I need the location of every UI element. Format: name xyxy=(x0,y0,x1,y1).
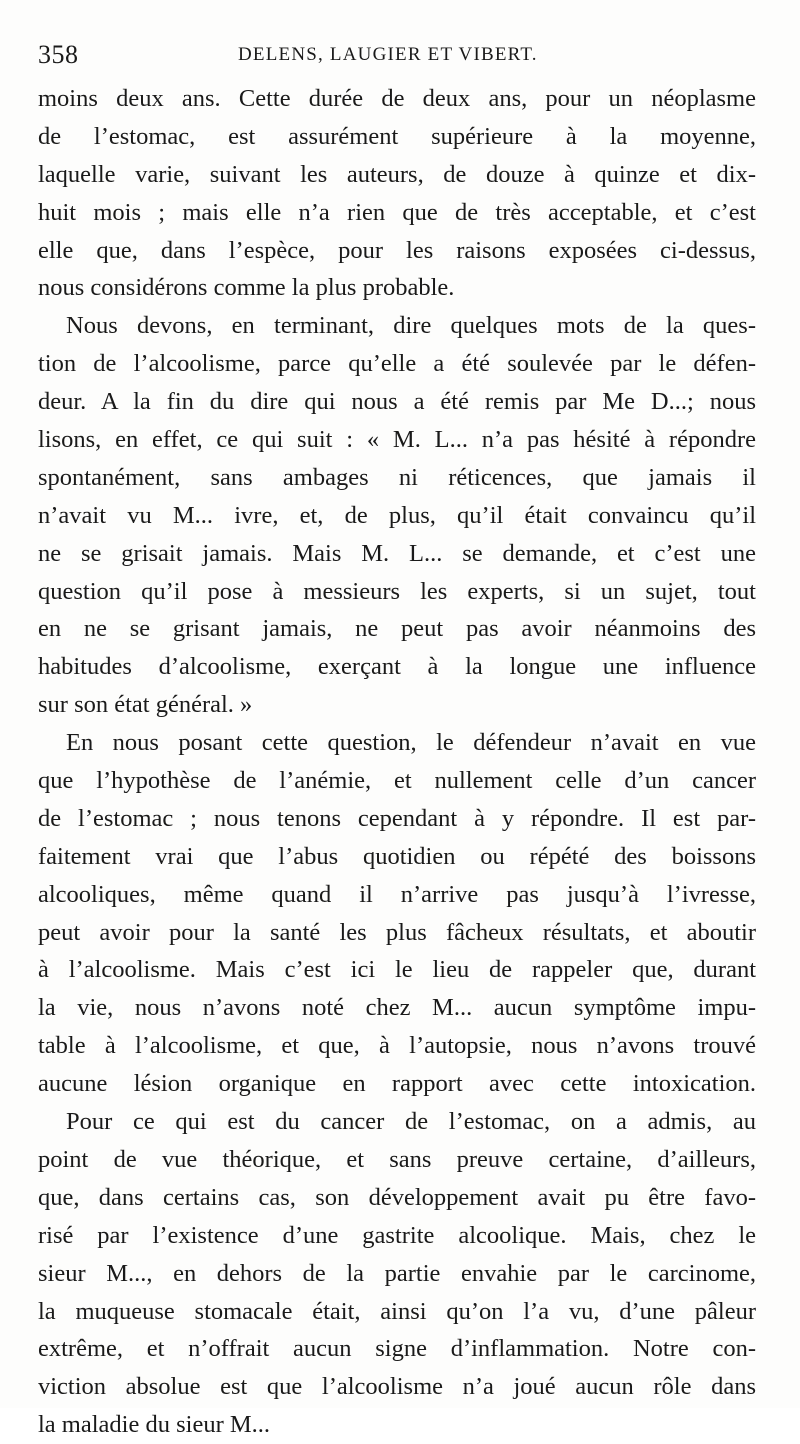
text-line: point de vue théorique, et sans preuve certaine, d’ailleurs, xyxy=(38,1145,756,1173)
text-line: extrême, et n’offrait aucun signe d’inflammation. Notre con- xyxy=(38,1335,756,1363)
text-line: laquelle varie, suivant les auteurs, de douze à quinze et dix- xyxy=(38,160,756,188)
text-line: En nous posant cette question, le défendeur n’avait en vue xyxy=(66,729,756,757)
text-line: moins deux ans. Cette durée de deux ans, pour un néoplasme xyxy=(38,85,756,112)
text-line: sieur M..., en dehors de la partie envahie par le carcinome, xyxy=(38,1259,756,1287)
text-line: habitudes d’alcoolisme, exerçant à la longue une influence xyxy=(38,653,756,681)
text-line: lisons, en effet, ce qui suit : « M. L... n’a pas hésité à répondre xyxy=(38,426,756,454)
text-line: huit mois ; mais elle n’a rien que de très acceptable, et c’est xyxy=(38,198,756,226)
text-line: la muqueuse stomacale était, ainsi qu’on l’a vu, d’une pâleur xyxy=(38,1297,756,1325)
text-line: la vie, nous n’avons noté chez M... aucun symptôme impu- xyxy=(38,994,756,1022)
text-line: que l’hypothèse de l’anémie, et nullement celle d’un cancer xyxy=(38,767,756,795)
text-line: elle que, dans l’espèce, pour les raisons exposées ci-dessus, xyxy=(38,236,756,264)
text-line: que, dans certains cas, son développement avait pu être favo- xyxy=(38,1183,756,1211)
text-line: spontanément, sans ambages ni réticences, que jamais il xyxy=(38,463,756,491)
text-line: faitement vrai que l’abus quotidien ou répété des boissons xyxy=(38,842,756,870)
text-line: Nous devons, en terminant, dire quelques mots de la ques- xyxy=(66,312,756,340)
text-line: risé par l’existence d’une gastrite alcoolique. Mais, chez le xyxy=(38,1221,756,1249)
text-line: alcooliques, même quand il n’arrive pas jusqu’à l’ivresse, xyxy=(38,880,756,908)
text-line: tion de l’alcoolisme, parce qu’elle a été soulevée par le défen- xyxy=(38,350,756,378)
text-line: de l’estomac ; nous tenons cependant à y répondre. Il est par- xyxy=(38,804,756,832)
text-line: ne se grisait jamais. Mais M. L... se demande, et c’est une xyxy=(38,539,756,567)
text-line: nous considérons comme la plus probable. xyxy=(38,274,455,302)
running-title: DELENS, LAUGIER ET VIBERT. xyxy=(238,44,538,65)
text-line: la maladie du sieur M... xyxy=(38,1411,271,1439)
text-line: en ne se grisant jamais, ne peut pas avoir néanmoins des xyxy=(38,615,756,643)
text-line: question qu’il pose à messieurs les experts, si un sujet, tout xyxy=(38,577,756,605)
text-line: aucune lésion organique en rapport avec cette intoxication. xyxy=(38,1070,756,1098)
text-line: n’avait vu M... ivre, et, de plus, qu’il était convaincu qu’il xyxy=(38,501,756,529)
body-text xyxy=(38,80,756,1444)
text-line: sur son état général. » xyxy=(38,691,253,719)
text-line: de l’estomac, est assurément supérieure à la moyenne, xyxy=(38,122,756,150)
text-line: à l’alcoolisme. Mais c’est ici le lieu de rappeler que, durant xyxy=(38,956,756,984)
running-head xyxy=(38,36,758,76)
text-line: Pour ce qui est du cancer de l’estomac, on a admis, au xyxy=(66,1108,756,1136)
page-number: 358 xyxy=(38,40,79,69)
text-line: peut avoir pour la santé les plus fâcheux résultats, et aboutir xyxy=(38,918,756,946)
text-line: viction absolue est que l’alcoolisme n’a joué aucun rôle dans xyxy=(38,1373,756,1401)
text-line: table à l’alcoolisme, et que, à l’autopsie, nous n’avons trouvé xyxy=(38,1032,756,1060)
text-line: deur. A la fin du dire qui nous a été remis par Me D...; nous xyxy=(38,388,756,416)
